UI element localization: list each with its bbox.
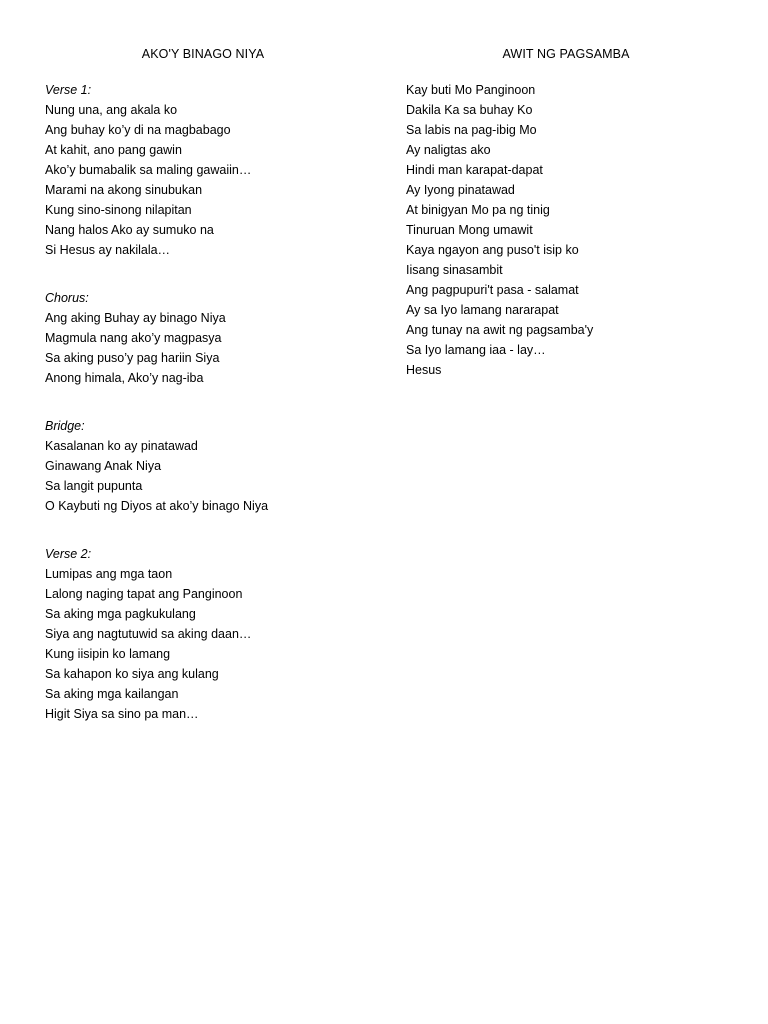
lyric-line: Si Hesus ay nakilala…	[45, 243, 171, 257]
lyric-line: Hindi man karapat-dapat	[406, 163, 543, 177]
lyric-line: Sa Iyo lamang iaa - lay…	[406, 343, 546, 357]
lyric-line: Hesus	[406, 363, 442, 377]
lyric-line: Sa kahapon ko siya ang kulang	[45, 667, 219, 681]
right-song-body	[406, 80, 593, 380]
lyric-line: Sa aking mga pagkukulang	[45, 607, 196, 621]
verse-2-section	[45, 544, 268, 724]
lyric-line: Ginawang Anak Niya	[45, 459, 162, 473]
lyric-line: Kung sino-sinong nilapitan	[45, 203, 192, 217]
lyric-line: Sa labis na pag-ibig Mo	[406, 123, 537, 137]
lyric-line: Tinuruan Mong umawit	[406, 223, 533, 237]
lyric-line: Ako’y bumabalik sa maling gawaiin…	[45, 163, 252, 177]
lyric-line: Sa aking mga kailangan	[45, 687, 179, 701]
lyric-line: Ang buhay ko’y di na magbabago	[45, 123, 231, 137]
chorus-section	[45, 288, 268, 388]
lyric-line: Ay Iyong pinatawad	[406, 183, 515, 197]
lyric-line: O Kaybuti ng Diyos at ako’y binago Niya	[45, 499, 269, 513]
bridge-section	[45, 416, 268, 516]
lyric-line: Ang aking Buhay ay binago Niya	[45, 311, 226, 325]
lyric-line: At binigyan Mo pa ng tinig	[406, 203, 550, 217]
verse-1-section	[45, 80, 268, 260]
section-label: Bridge:	[45, 419, 85, 433]
section-label: Chorus:	[45, 291, 89, 305]
lyric-line: Higit Siya sa sino pa man…	[45, 707, 199, 721]
lyric-line: Kasalanan ko ay pinatawad	[45, 439, 198, 453]
section-label: Verse 2:	[45, 547, 92, 561]
lyric-line: Ay sa Iyo lamang nararapat	[406, 303, 559, 317]
lyric-line: Ang pagpupuri't pasa - salamat	[406, 283, 579, 297]
lyric-line: Nung una, ang akala ko	[45, 103, 178, 117]
lyric-line: Dakila Ka sa buhay Ko	[406, 103, 533, 117]
lyric-line: Anong himala, Ako’y nag-iba	[45, 371, 204, 385]
lyric-line: Lalong naging tapat ang Panginoon	[45, 587, 243, 601]
lyric-line: Iisang sinasambit	[406, 263, 503, 277]
lyric-line: Ay naligtas ako	[406, 143, 491, 157]
lyric-line: Kaya ngayon ang puso't isip ko	[406, 243, 579, 257]
lyric-line: Magmula nang ako’y magpasya	[45, 331, 222, 345]
lyric-line: Lumipas ang mga taon	[45, 567, 173, 581]
lyric-line: At kahit, ano pang gawin	[45, 143, 182, 157]
right-song-title: AWIT NG PAGSAMBA	[502, 47, 630, 61]
lyric-line: Kung iisipin ko lamang	[45, 647, 171, 661]
lyric-line: Sa aking puso’y pag hariin Siya	[45, 351, 220, 365]
left-song-body	[45, 80, 268, 752]
section-label: Verse 1:	[45, 83, 92, 97]
lyric-line: Siya ang nagtutuwid sa aking daan…	[45, 627, 252, 641]
lyric-line: Marami na akong sinubukan	[45, 183, 203, 197]
lyric-line: Nang halos Ako ay sumuko na	[45, 223, 214, 237]
lyric-line: Kay buti Mo Panginoon	[406, 83, 536, 97]
lyric-line: Ang tunay na awit ng pagsamba'y	[406, 323, 594, 337]
left-song-title: AKO'Y BINAGO NIYA	[141, 47, 265, 61]
lyric-line: Sa langit pupunta	[45, 479, 143, 493]
